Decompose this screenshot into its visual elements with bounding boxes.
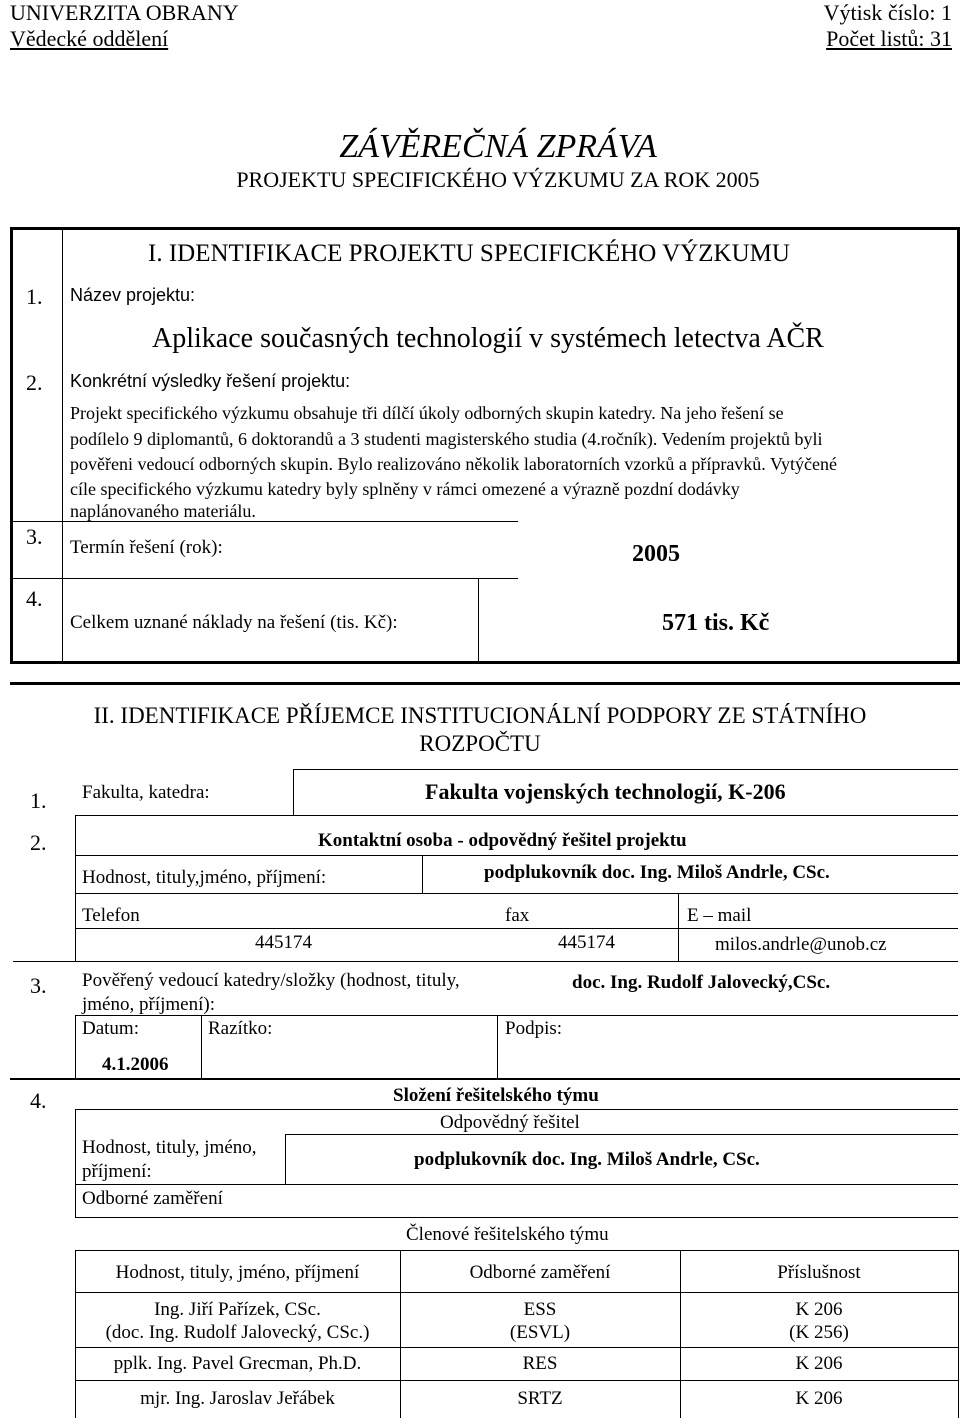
faculty-value: Fakulta vojenských technologií, K-206 bbox=[425, 779, 786, 804]
section2-heading-line2: ROZPOČTU bbox=[419, 731, 541, 756]
university-name: UNIVERZITA OBRANY bbox=[10, 0, 239, 25]
email-label: E – mail bbox=[687, 905, 752, 926]
section1-row4-line bbox=[13, 578, 518, 579]
head-label-line1: Pověřený vedoucí katedry/složky (hodnost, tituly, bbox=[82, 970, 460, 991]
s2-row3-number: 3. bbox=[30, 973, 47, 998]
s1-row1-number: 1. bbox=[26, 284, 43, 309]
head-value: doc. Ing. Rudolf Jalovecký,CSc. bbox=[572, 972, 831, 993]
col-header-focus: Odborné zaměření bbox=[469, 1262, 611, 1283]
members-row-line bbox=[75, 1347, 958, 1348]
team-top-line bbox=[10, 1078, 960, 1080]
members-row-line bbox=[75, 1380, 958, 1381]
department-name: Vědecké oddělení bbox=[10, 26, 169, 51]
stamp-label: Razítko: bbox=[208, 1018, 273, 1039]
costs-value: 571 tis. Kč bbox=[662, 610, 770, 636]
fax-label: fax bbox=[505, 905, 530, 926]
members-title: Členové řešitelského týmu bbox=[406, 1224, 609, 1245]
member-focus: ESS bbox=[523, 1299, 557, 1320]
phone-label: Telefon bbox=[82, 905, 140, 926]
member-name: pplk. Ing. Pavel Grecman, Ph.D. bbox=[113, 1353, 362, 1374]
phone-value: 445174 bbox=[255, 932, 312, 953]
results-line: naplánovaného materiálu. bbox=[70, 501, 256, 521]
col-header-name: Hodnost, tituly, jméno, příjmení bbox=[115, 1262, 360, 1283]
faculty-bottom-line bbox=[75, 815, 958, 816]
report-subtitle: PROJEKTU SPECIFICKÉHO VÝZKUMU ZA ROK 2005 bbox=[236, 167, 760, 192]
head-label-line2: jméno, příjmení): bbox=[82, 994, 215, 1015]
focus-line bbox=[75, 1217, 958, 1218]
solution-year-value: 2005 bbox=[632, 541, 680, 567]
member-focus-alt: (ESVL) bbox=[509, 1322, 571, 1343]
team-left-vline bbox=[75, 1109, 76, 1218]
col-header-unit: Příslušnost bbox=[777, 1262, 861, 1283]
faculty-vline bbox=[293, 769, 294, 816]
contact-title: Kontaktní osoba - odpovědný řešitel projektu bbox=[318, 830, 687, 851]
member-name-alt: (doc. Ing. Rudolf Jalovecký, CSc.) bbox=[105, 1322, 370, 1343]
s2-row4-number: 4. bbox=[30, 1088, 47, 1113]
contact-name-vline bbox=[422, 855, 423, 893]
section2-top-border bbox=[10, 682, 960, 685]
team-title-line bbox=[75, 1109, 958, 1110]
date-label: Datum: bbox=[82, 1018, 139, 1039]
responsible-vline bbox=[285, 1134, 286, 1184]
fax-value: 445174 bbox=[558, 932, 615, 953]
results-label: Konkrétní výsledky řešení projektu: bbox=[70, 371, 351, 391]
copy-number: Výtisk číslo: 1 bbox=[823, 0, 952, 25]
section1-heading: I. IDENTIFIKACE PROJEKTU SPECIFICKÉHO VÝZKUMU bbox=[148, 240, 790, 267]
member-unit: K 206 bbox=[795, 1353, 843, 1374]
responsible-value-line bbox=[75, 1184, 958, 1185]
focus-label: Odborné zaměření bbox=[82, 1188, 223, 1209]
contact-name-label: Hodnost, tituly,jméno, příjmení: bbox=[82, 867, 327, 888]
s1-row4-number: 4. bbox=[26, 586, 43, 611]
project-name-value: Aplikace současných technologií v systémech letectva AČR bbox=[152, 323, 824, 354]
results-line: cíle specifického výzkumu katedry byly splněny v rámci omezené a výrazně pozdní dodávky bbox=[70, 479, 740, 499]
member-name: Ing. Jiří Pařízek, CSc. bbox=[154, 1299, 321, 1320]
s2-row2-number: 2. bbox=[30, 830, 47, 855]
responsible-label: Odpovědný řešitel bbox=[440, 1112, 580, 1133]
phone-line bbox=[75, 928, 958, 929]
faculty-top-line bbox=[293, 769, 958, 770]
s2-row3-left-vline bbox=[75, 1015, 76, 1078]
team-title: Složení řešitelského týmu bbox=[393, 1085, 599, 1106]
responsible-name-label-1: Hodnost, tituly, jméno, bbox=[82, 1137, 257, 1158]
results-line: podílelo 9 diplomantů, 6 doktorandů a 3 studenti magisterského studia (4.ročník). Vedením projektů byli bbox=[70, 429, 823, 449]
members-header-line bbox=[75, 1292, 958, 1293]
s1-row3-number: 3. bbox=[26, 524, 43, 549]
responsible-name-label-2: příjmení: bbox=[82, 1161, 152, 1182]
section1-divider bbox=[62, 229, 63, 662]
responsible-value: podplukovník doc. Ing. Miloš Andrle, CSc. bbox=[414, 1149, 760, 1170]
stamp-vline bbox=[201, 1015, 202, 1078]
date-value: 4.1.2006 bbox=[102, 1054, 169, 1075]
section2-heading-line1: II. IDENTIFIKACE PŘÍJEMCE INSTITUCIONÁLNÍ PODPORY ZE STÁTNÍHO bbox=[93, 703, 867, 728]
contact-bottom-line bbox=[13, 961, 958, 962]
s2-row1-number: 1. bbox=[30, 788, 47, 813]
responsible-label-line bbox=[285, 1134, 958, 1135]
member-focus: SRTZ bbox=[517, 1388, 563, 1409]
sign-vline bbox=[497, 1015, 498, 1078]
contact-name-line bbox=[75, 893, 958, 894]
results-line: Projekt specifického výzkumu obsahuje tři dílčí úkoly odborných skupin katedry. Na jeho řešení se bbox=[70, 403, 784, 423]
s2-left-vline bbox=[75, 815, 76, 962]
section1-row3-vline bbox=[478, 578, 479, 662]
member-unit: K 206 bbox=[795, 1388, 843, 1409]
report-title: ZÁVĚREČNÁ ZPRÁVA bbox=[339, 128, 657, 165]
s1-row2-number: 2. bbox=[26, 370, 43, 395]
member-name: mjr. Ing. Jaroslav Jeřábek bbox=[140, 1388, 335, 1409]
sign-label: Podpis: bbox=[505, 1018, 563, 1039]
email-value: milos.andrle@unob.cz bbox=[715, 934, 887, 955]
member-unit-alt: (K 256) bbox=[789, 1322, 849, 1343]
faculty-label: Fakulta, katedra: bbox=[82, 782, 210, 803]
solution-year-label: Termín řešení (rok): bbox=[70, 537, 223, 558]
project-name-label: Název projektu: bbox=[70, 285, 196, 305]
head-line bbox=[75, 1015, 958, 1016]
member-focus: RES bbox=[522, 1353, 558, 1374]
members-title-line bbox=[75, 1250, 958, 1251]
contact-title-line bbox=[75, 855, 958, 856]
results-line: pověřeni vedoucí odborných skupin. Bylo realizováno několik laboratorních vzorků a přípravků. Vytýčené bbox=[70, 454, 837, 474]
sheet-count: Počet listů: 31 bbox=[826, 26, 952, 51]
member-unit: K 206 bbox=[795, 1299, 843, 1320]
members-vline bbox=[958, 1250, 959, 1418]
contact-name-value: podplukovník doc. Ing. Miloš Andrle, CSc. bbox=[484, 862, 830, 883]
costs-label: Celkem uznané náklady na řešení (tis. Kč): bbox=[70, 612, 398, 633]
